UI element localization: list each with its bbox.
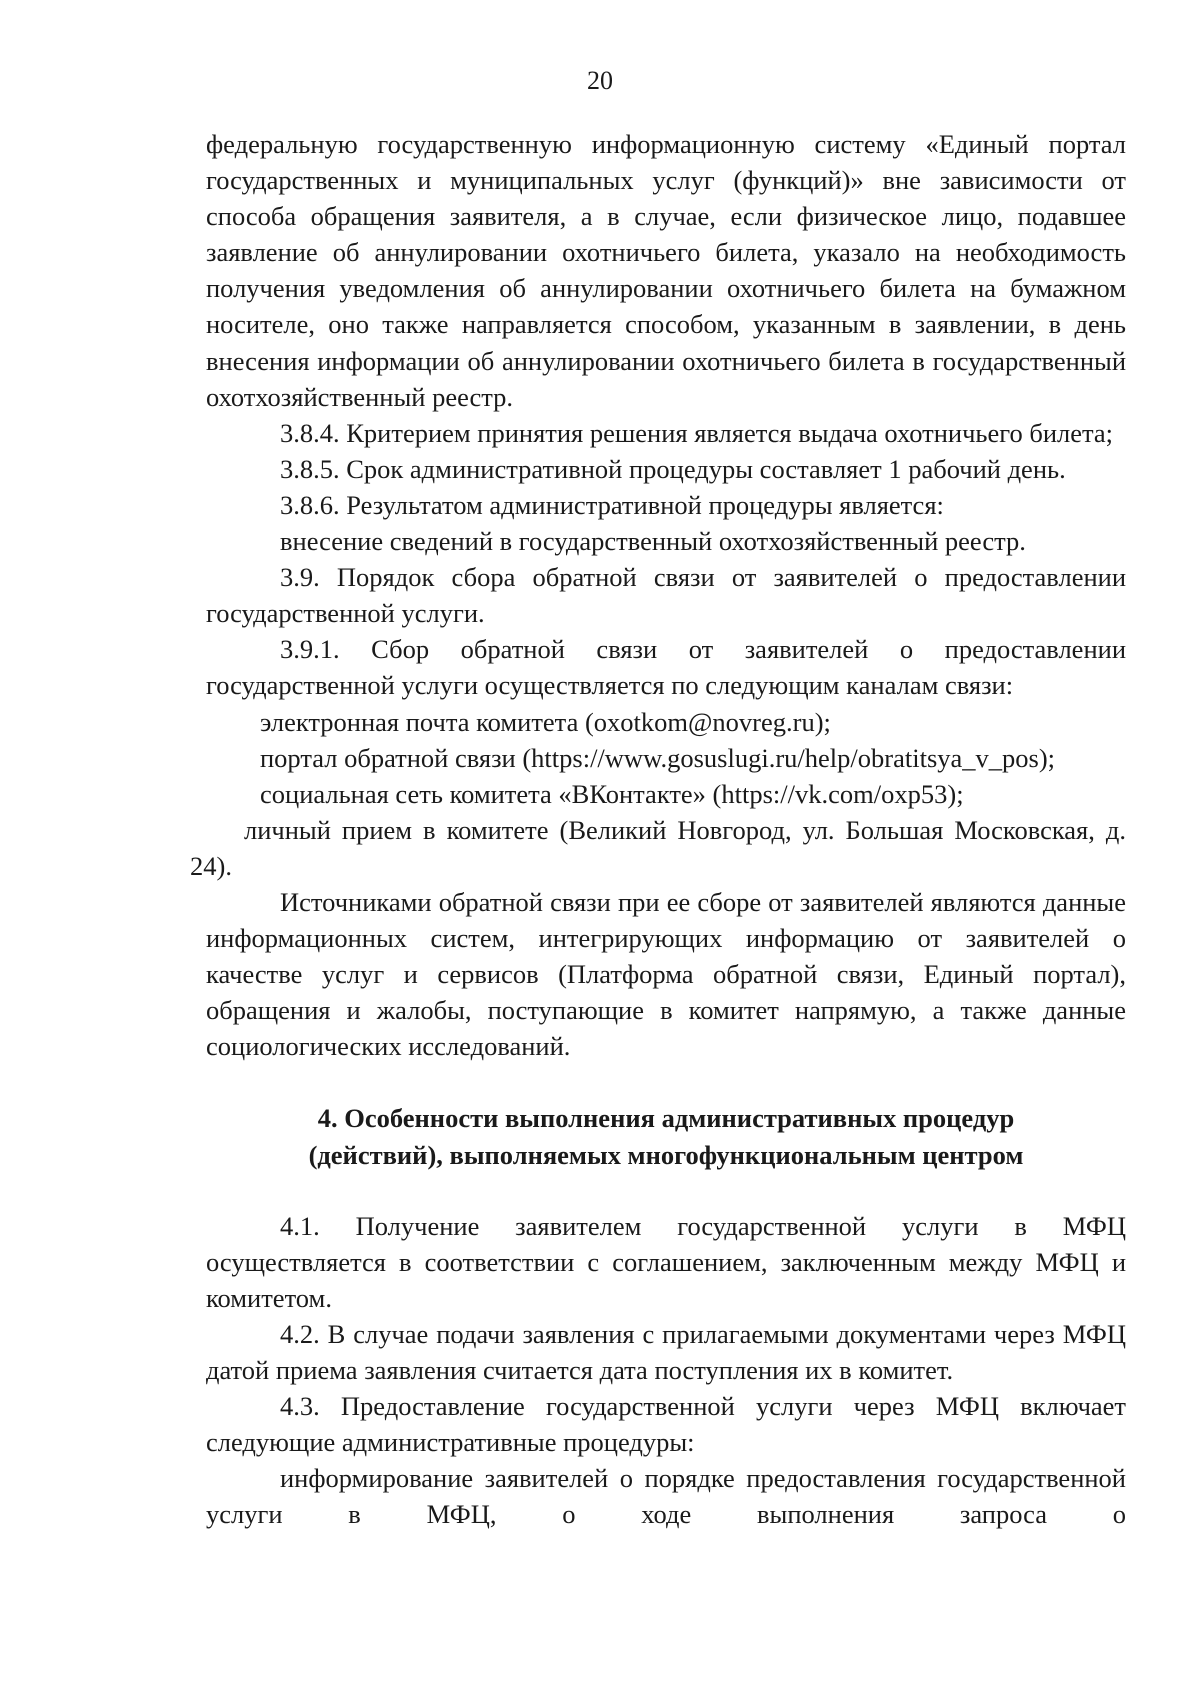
section-4-heading (206, 1100, 1126, 1172)
paragraph-3-8-6: 3.8.6. Результатом административной процедуры является: (280, 489, 944, 520)
page-number: 20 (587, 66, 613, 95)
section-4-heading-line-1: 4. Особенности выполнения административных процедур (317, 1103, 1015, 1134)
channel-social: социальная сеть комитета «ВКонтакте» (https://vk.com/oxp53); (260, 778, 964, 809)
paragraph-4-3-item: информирование заявителей о порядке предоставления государственной услуги в МФЦ, о ходе выполнения запроса о (206, 1463, 1126, 1530)
paragraph-4-3: 4.3. Предоставление государственной услуги через МФЦ включает следующие административные процедуры: (206, 1391, 1126, 1458)
paragraph-3-8-4: 3.8.4. Критерием принятия решения является выдача охотничьего билета; (280, 417, 1114, 448)
paragraph-sources: Источниками обратной связи при ее сборе от заявителей являются данные информационных систем, интегрирующих информацию от заявителей о качестве услуг и сервисов (Платформа обратной связи, Единый портал), обращения и жалобы, поступающие в комитет напрямую, а также данные социологических исследований. (206, 886, 1126, 1062)
channel-personal: личный прием в комитете (Великий Новгород, ул. Большая Московская, д. 24). (190, 814, 1126, 881)
paragraph-3-8-6-item: внесение сведений в государственный охотхозяйственный реестр. (280, 526, 1026, 557)
paragraph-3-9-1: 3.9.1. Сбор обратной связи от заявителей о предоставлении государственной услуги осуществляется по следующим каналам связи: (206, 634, 1126, 701)
paragraph-3-8-5: 3.8.5. Срок административной процедуры составляет 1 рабочий день. (280, 453, 1066, 484)
paragraph-4-2: 4.2. В случае подачи заявления с прилагаемыми документами через МФЦ датой приема заявления считается дата поступления их в комитет. (206, 1318, 1126, 1385)
section-4-heading-line-2: (действий), выполняемых многофункциональным центром (308, 1139, 1024, 1170)
paragraph-3-9: 3.9. Порядок сбора обратной связи от заявителей о предоставлении государственной услуги. (206, 562, 1126, 629)
document-body (190, 126, 1126, 1532)
paragraph-continuation: федеральную государственную информационную систему «Единый портал государственных и муниципальных услуг (функций)» вне зависимости от способа обращения заявителя, а в случае, если физическое лицо, подавшее заявление об аннулировании охотничьего билета, указало на необходимость получения уведомления об аннулировании охотничьего билета на бумажном носителе, оно также направляется способом, указанным в заявлении, в день внесения информации об аннулировании охотничьего билета в государственный охотхозяйственный реестр. (206, 129, 1126, 412)
paragraph-4-1: 4.1. Получение заявителем государственной услуги в МФЦ осуществляется в соответствии с соглашением, заключенным между МФЦ и комитетом. (206, 1210, 1126, 1313)
channel-email: электронная почта комитета (oxotkom@novreg.ru); (260, 706, 831, 737)
channel-portal: портал обратной связи (https://www.gosuslugi.ru/help/obratitsya_v_pos); (260, 742, 1056, 773)
